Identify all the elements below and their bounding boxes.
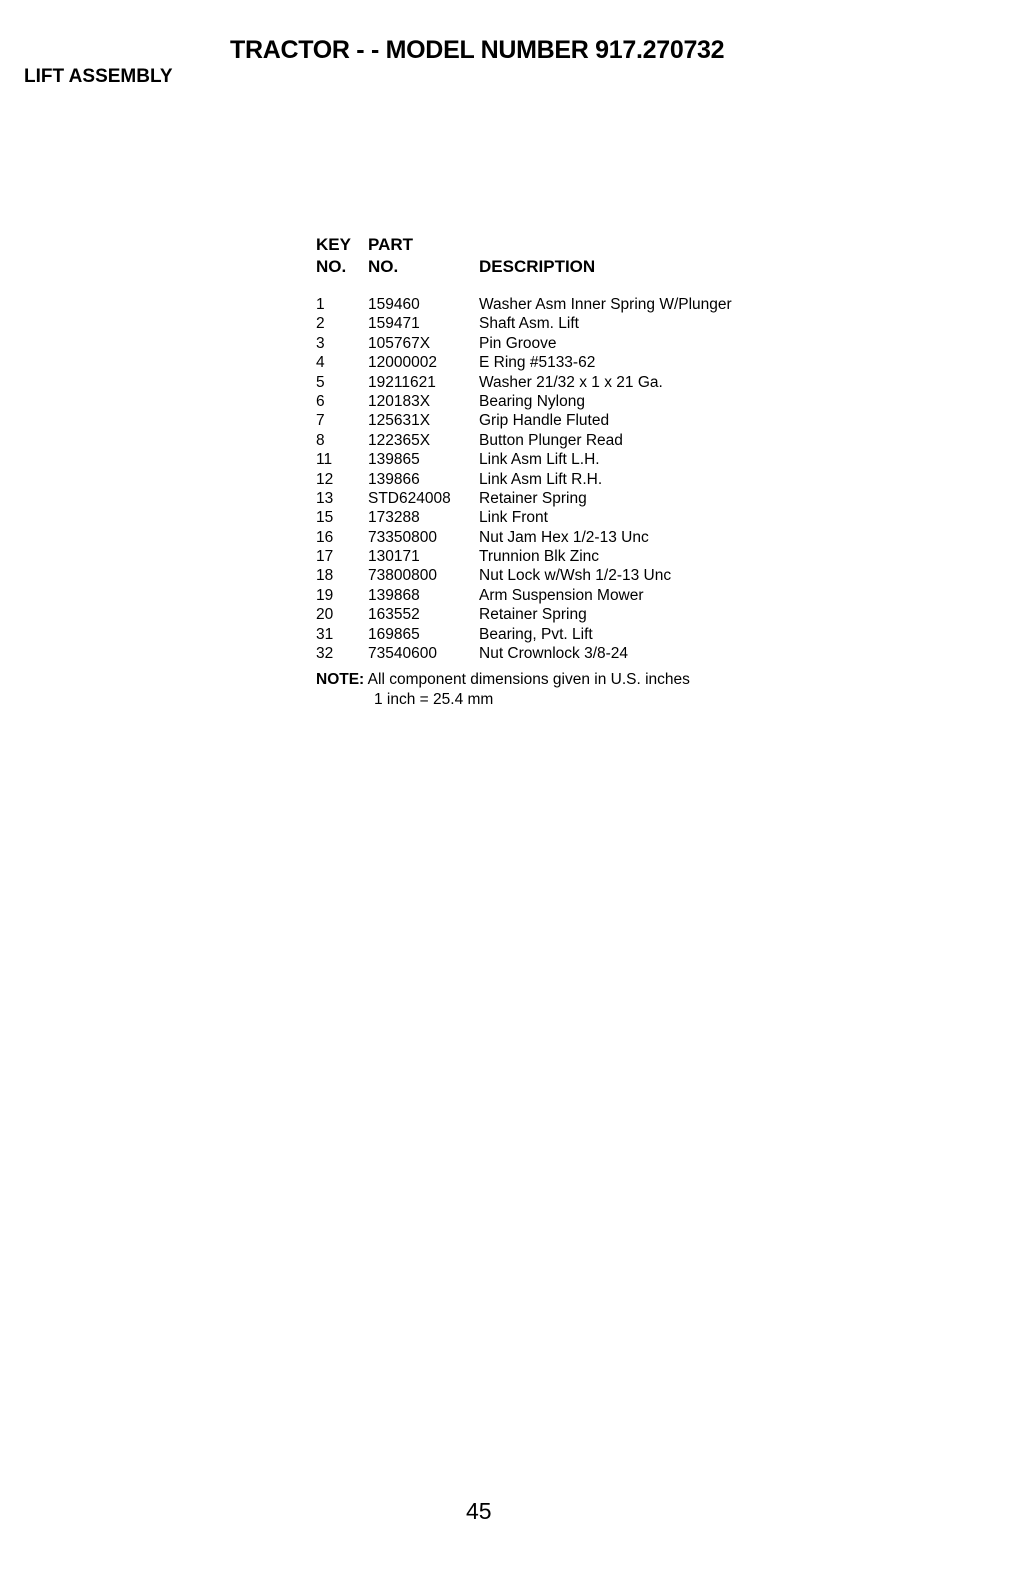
part-number: 139866 [368, 470, 420, 488]
section-heading: LIFT ASSEMBLY [24, 66, 173, 87]
part-description: Arm Suspension Mower [479, 586, 644, 604]
key-number: 13 [316, 489, 334, 507]
key-number: 15 [316, 509, 334, 527]
key-number: 11 [316, 451, 333, 469]
part-description: Grip Handle Fluted [479, 412, 610, 430]
page-number: 45 [466, 1498, 492, 1524]
part-description: Nut Lock w/Wsh 1/2-13 Unc [479, 567, 672, 585]
key-number: 7 [316, 412, 325, 430]
part-description: Washer 21/32 x 1 x 21 Ga. [479, 373, 663, 391]
note-conversion: 1 inch = 25.4 mm [374, 690, 494, 708]
part-description: Retainer Spring [479, 606, 587, 624]
key-number: 5 [316, 373, 325, 391]
key-number: 1 [316, 296, 325, 313]
part-number: 120183X [368, 392, 431, 410]
document-title: TRACTOR - - MODEL NUMBER 917.270732 [230, 36, 725, 64]
key-number: 16 [316, 528, 334, 546]
header-description: DESCRIPTION [479, 257, 596, 276]
part-number: STD624008 [368, 489, 451, 507]
key-number: 17 [316, 548, 334, 566]
key-number: 12 [316, 470, 334, 488]
part-description: Retainer Spring [479, 489, 587, 507]
note [316, 670, 690, 709]
key-number: 20 [316, 606, 334, 624]
part-number: 73540600 [368, 645, 437, 663]
part-description: Shaft Asm. Lift [479, 315, 579, 333]
part-number: 173288 [368, 509, 420, 527]
key-number: 18 [316, 567, 334, 585]
part-number: 139865 [368, 451, 420, 469]
key-number: 2 [316, 315, 325, 333]
part-description: Bearing Nylong [479, 392, 585, 410]
part-number: 105767X [368, 334, 431, 352]
part-number: 12000002 [368, 354, 437, 372]
part-number: 122365X [368, 431, 431, 449]
part-description: Trunnion Blk Zinc [479, 548, 600, 566]
key-number: 6 [316, 392, 325, 410]
key-number: 4 [316, 354, 325, 372]
part-number: 130171 [368, 548, 420, 566]
note-text: All component dimensions given in U.S. inches [367, 671, 690, 688]
key-number: 3 [316, 334, 325, 352]
part-number: 125631X [368, 412, 431, 430]
note-label: NOTE: [316, 671, 365, 688]
key-number: 8 [316, 431, 325, 449]
part-number: 159471 [368, 315, 420, 333]
key-number: 19 [316, 586, 334, 604]
part-description: Button Plunger Read [479, 431, 623, 449]
part-description: Pin Groove [479, 334, 557, 352]
part-number: 73350800 [368, 528, 437, 546]
part-description: Link Asm Lift L.H. [479, 451, 600, 469]
part-number: 73800800 [368, 567, 437, 585]
key-number: 32 [316, 645, 334, 663]
header-part-line2: NO. [368, 257, 399, 276]
part-number: 159460 [368, 296, 420, 313]
header-key-line2: NO. [316, 257, 347, 276]
part-number: 163552 [368, 606, 420, 624]
part-description: Washer Asm Inner Spring W/Plunger [479, 296, 732, 313]
header-part-line1: PART [368, 235, 414, 254]
part-number: 169865 [368, 625, 420, 643]
key-number: 31 [316, 625, 334, 643]
part-description: Bearing, Pvt. Lift [479, 625, 593, 643]
part-description: Nut Jam Hex 1/2-13 Unc [479, 528, 649, 546]
part-description: Link Front [479, 509, 548, 527]
part-description: Link Asm Lift R.H. [479, 470, 603, 488]
header-key-line1: KEY [316, 235, 351, 254]
part-description: Nut Crownlock 3/8-24 [479, 645, 629, 663]
part-number: 19211621 [368, 373, 436, 391]
part-description: E Ring #5133-62 [479, 354, 596, 372]
part-number: 139868 [368, 586, 420, 604]
